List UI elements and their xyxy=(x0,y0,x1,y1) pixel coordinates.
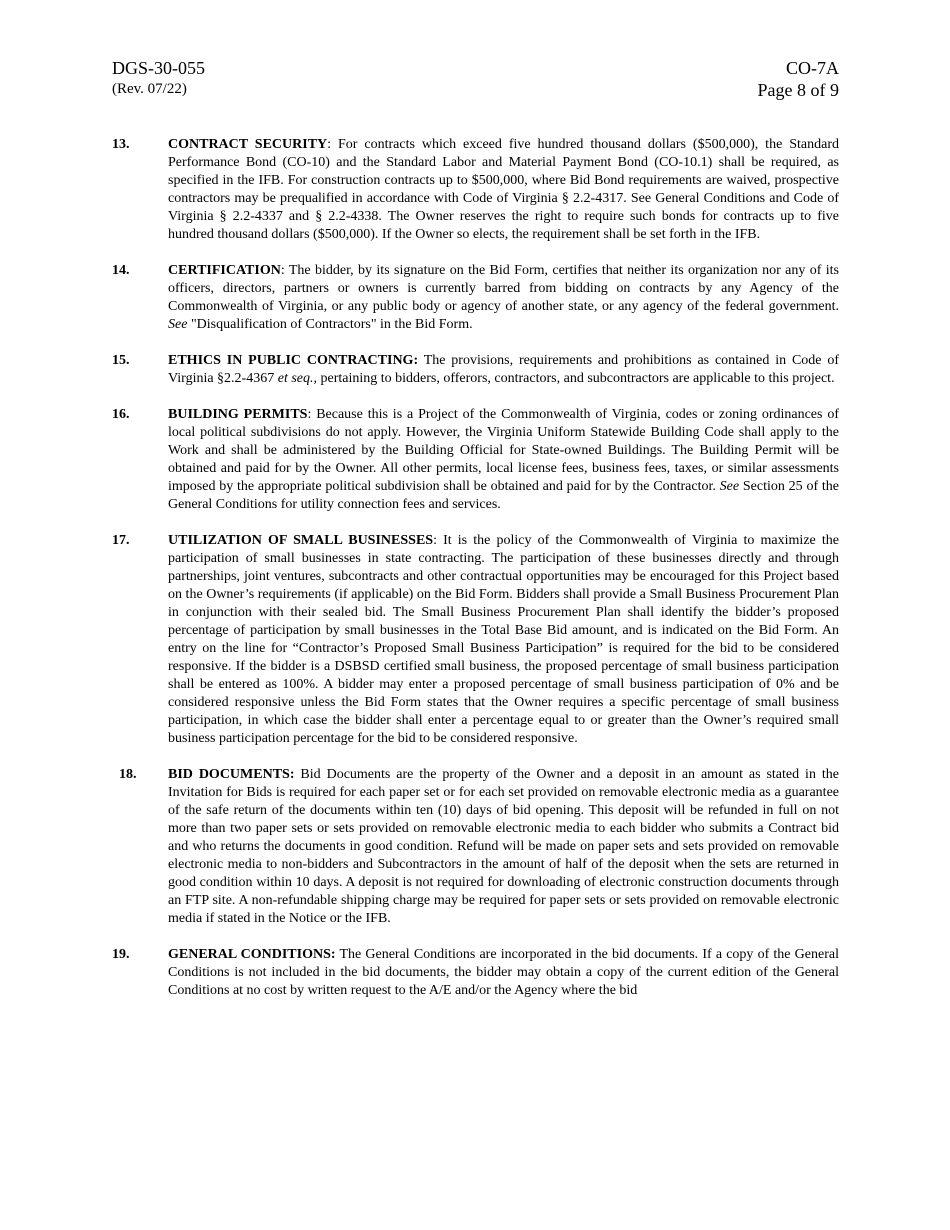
section-number: 18. xyxy=(119,767,137,782)
header-left xyxy=(112,57,205,99)
section-title: BID DOCUMENTS: xyxy=(168,767,295,782)
section-text: The General Conditions are incorporated in the bid documents. If a copy of the General Conditions is not included in the bid documents, the bidder may obtain a copy of the current edition of the General Conditions at no cost by written request to the A/E and/or the Agency where the bid xyxy=(168,947,839,998)
revision-date: (Rev. 07/22) xyxy=(112,81,187,97)
section-title: CERTIFICATION xyxy=(168,263,281,278)
section-number: 13. xyxy=(112,137,130,152)
section-title: UTILIZATION OF SMALL BUSINESSES xyxy=(168,533,434,548)
section-18-bid-documents xyxy=(112,766,839,928)
section-text-after: pertaining to bidders, offerors, contractors, and subcontractors are applicable to this project. xyxy=(317,371,835,386)
section-19-general-conditions xyxy=(112,946,839,1000)
section-text: The provisions, requirements and prohibitions as contained in Code of Virginia §2.2-4367 xyxy=(168,353,839,386)
document-id: DGS-30-055 xyxy=(112,58,205,78)
section-number: 17. xyxy=(112,533,130,548)
page-number: Page 8 of 9 xyxy=(757,80,839,100)
section-15-ethics xyxy=(112,352,839,388)
see-reference: See xyxy=(168,317,188,332)
section-text-after: "Disqualification of Contractors" in the Bid Form. xyxy=(187,317,473,332)
section-number: 14. xyxy=(112,263,130,278)
section-text: : For contracts which exceed five hundred thousand dollars ($500,000), the Standard Performance Bond (CO-10) and the Standard Labor and Material Payment Bond (CO-10.1) shall be required, as specified in the IFB. For construction contracts up to $500,000, where Bid Bond requirements are waived, prospective contractors may be prequalified in accordance with Code of Virginia § 2.2-4317. See General Conditions and Code of Virginia § 2.2-4337 and § 2.2-4338. The Owner reserves the right to require such bonds for contracts up to five hundred thousand dollars ($500,000). If the Owner so elects, the requirement shall be set forth in the IFB. xyxy=(168,137,839,242)
section-number: 16. xyxy=(112,407,130,422)
section-title: CONTRACT SECURITY xyxy=(168,137,328,152)
section-17-small-businesses xyxy=(112,532,839,748)
form-code: CO-7A xyxy=(786,58,839,78)
section-14-certification xyxy=(112,262,839,334)
section-text: : The bidder, by its signature on the Bid Form, certifies that neither its organization nor any of its officers, directors, partners or owners is currently barred from bidding on contracts by any Agency of the Commonwealth of Virginia, or any public body or agency of another state, or any agency of the federal government. xyxy=(168,263,839,314)
section-title: BUILDING PERMITS xyxy=(168,407,308,422)
section-text: : It is the policy of the Commonwealth of Virginia to maximize the participation of small businesses in state contracting. The participation of these businesses directly and through partnerships, joint ventures, subcontracts and other contractual opportunities may be encouraged for this Project based on the Owner’s requirements (if applicable) on the Bid Form. Bidders shall provide a Small Business Procurement Plan in conjunction with their sealed bid. The Small Business Procurement Plan shall identify the bidder’s proposed percentage of participation by small businesses in the Total Base Bid amount, and is indicated on the Bid Form. An entry on the line for “Contractor’s Proposed Small Business Participation” is required for the bid to be considered responsive. If the bidder is a DSBSD certified small business, the proposed percentage of small business participation shall be entered as 100%. A bidder may enter a proposed percentage of small business participation of 0% and be considered responsive unless the Bid Form states that the Owner requires a specific percentage of small business participation, in which case the bidder shall enter a percentage equal to or greater than the Owner’s required small business participation percentage for the bid to be considered responsive. xyxy=(168,533,839,746)
section-text: Bid Documents are the property of the Owner and a deposit in an amount as stated in the Invitation for Bids is required for each paper set or for each set provided on removable electronic media as a guarantee of the safe return of the documents within ten (10) days of bid opening. This deposit will be refunded in full on not more than two paper sets or sets provided on removable electronic media to each bidder who submits a Contract bid and who returns the documents in good condition. Refund will be made on paper sets and sets provided on removable electronic media to non-bidders and Subcontractors in the amount of half of the deposit when the sets are returned in good condition within 10 days. A deposit is not required for downloading of electronic construction documents through an FTP site. A non-refundable shipping charge may be required for paper sets or sets provided on removable electronic media if stated in the Notice or the IFB. xyxy=(168,767,839,926)
section-text-after: Section 25 of the General Conditions for utility connection fees and services. xyxy=(168,479,839,512)
see-reference: See xyxy=(719,479,740,494)
document-body xyxy=(112,136,839,1018)
section-16-building-permits xyxy=(112,406,839,514)
section-text: : Because this is a Project of the Commonwealth of Virginia, codes or zoning ordinances of local political subdivisions do not apply. However, the Virginia Uniform Statewide Building Code shall apply to the Work and shall be administered by the Building Official for State-owned Buildings. The Building Permit will be obtained and paid for by the Owner. All other permits, local license fees, business fees, taxes, or similar assessments imposed by the appropriate political subdivision shall be obtained and paid for by the Contractor. xyxy=(168,407,839,494)
section-number: 15. xyxy=(112,353,130,368)
et-seq: et seq., xyxy=(277,371,317,386)
section-13-contract-security xyxy=(112,136,839,244)
section-number: 19. xyxy=(112,947,130,962)
section-title: ETHICS IN PUBLIC CONTRACTING: xyxy=(168,353,419,368)
section-title: GENERAL CONDITIONS: xyxy=(168,947,336,962)
header-right xyxy=(758,57,839,101)
